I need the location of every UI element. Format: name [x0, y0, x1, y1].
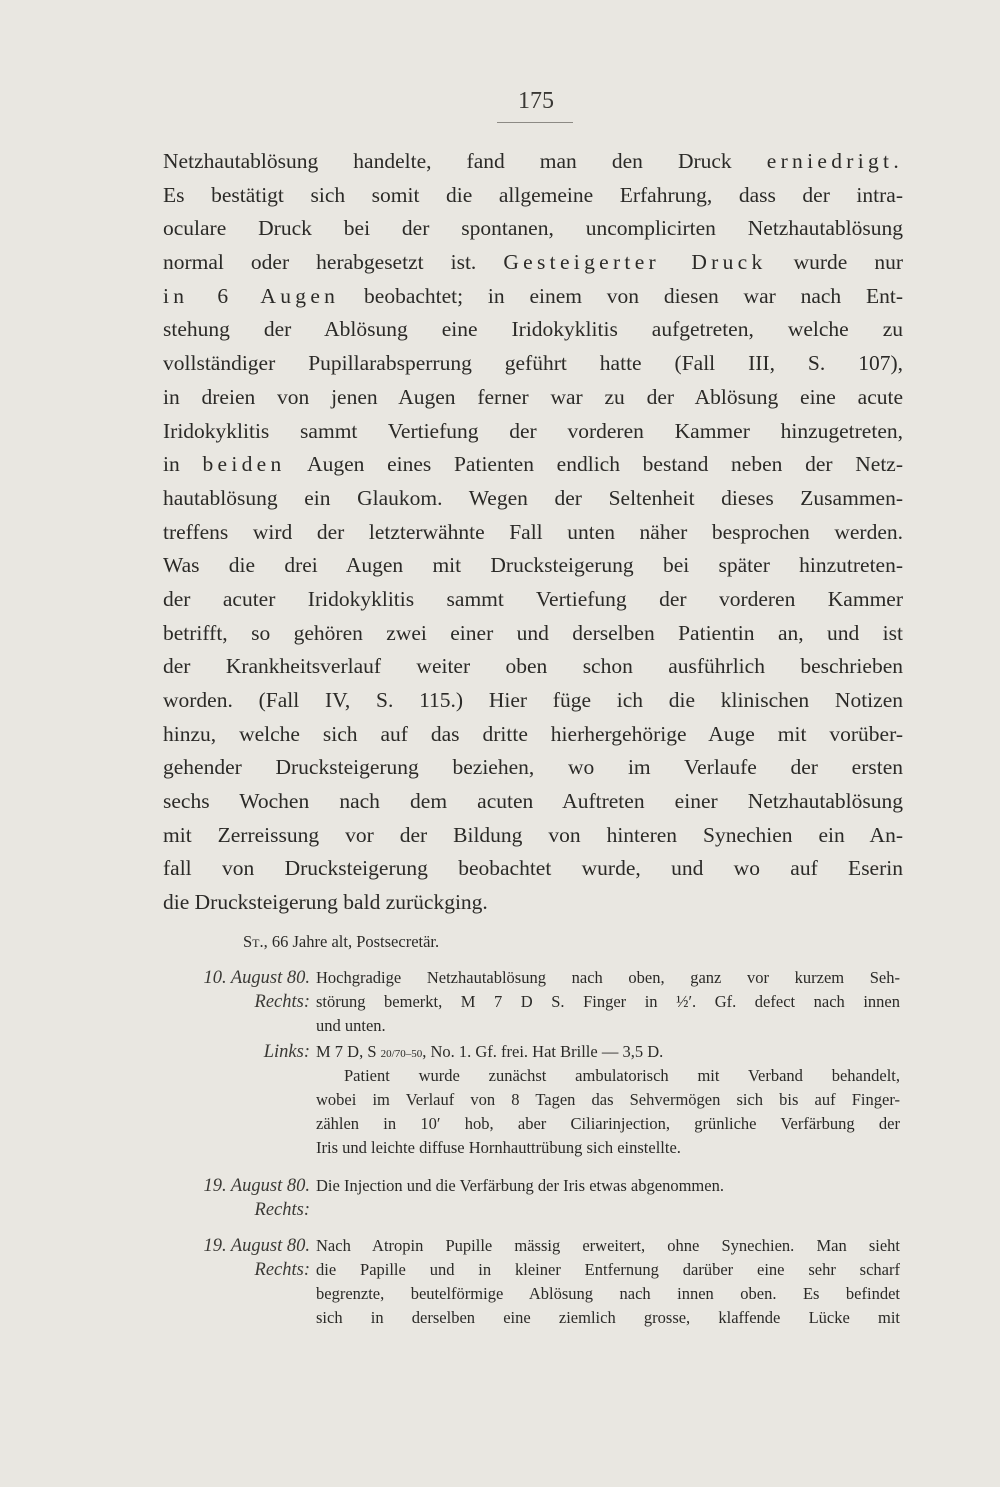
- text-line: oculare Druck bei der spontanen, uncomplicirten Netzhautablösung: [163, 216, 903, 241]
- text-line: hautablösung ein Glaukom. Wegen der Seltenheit dieses Zusammen-: [163, 485, 903, 510]
- entry-label: [160, 1040, 316, 1160]
- text-line: der acuter Iridokyklitis sammt Vertiefung der vorderen Kammer: [163, 586, 903, 611]
- text-line: Iridokyklitis sammt Vertiefung der vorderen Kammer hinzugetreten,: [163, 418, 903, 443]
- case-caption: St., 66 Jahre alt, Postsecretär.: [243, 932, 440, 951]
- clinical-notes: [160, 966, 900, 1330]
- entry-label: [160, 1174, 316, 1222]
- visual-acuity-fraction: 20/70–50: [380, 1048, 423, 1060]
- note-line: Nach Atropin Pupille mässig erweitert, ohne Synechien. Man sieht: [316, 1236, 900, 1255]
- note-entry: [160, 1174, 900, 1222]
- entry-label: [160, 1234, 316, 1330]
- text-line: in beiden Augen eines Patienten endlich bestand neben der Netz-: [163, 452, 903, 477]
- text-line: Es bestätigt sich somit die allgemeine Erfahrung, dass der intra-: [163, 182, 903, 207]
- note-line: Iris und leichte diffuse Hornhauttrübung sich einstellte.: [316, 1138, 681, 1157]
- entry-side: Rechts:: [254, 1200, 310, 1220]
- entry-body: [316, 966, 900, 1038]
- note-entry: [160, 1040, 900, 1160]
- text-line: hinzu, welche sich auf das dritte hierhergehörige Auge mit vorüber-: [163, 721, 903, 746]
- note-line: Patient wurde zunächst ambulatorisch mit Verband behandelt,: [344, 1066, 900, 1085]
- entry-body: [316, 1234, 900, 1330]
- note-line: wobei im Verlauf von 8 Tagen das Sehvermögen sich bis auf Finger-: [316, 1090, 900, 1109]
- text-line: worden. (Fall IV, S. 115.) Hier füge ich die klinischen Notizen: [163, 688, 903, 712]
- entry-body: [316, 1174, 900, 1222]
- text-line: stehung der Ablösung eine Iridokyklitis aufgetreten, welche zu: [163, 317, 903, 342]
- entry-side: Rechts:: [254, 1260, 310, 1280]
- note-line: störung bemerkt, M 7 D S. Finger in ½′. Gf. defect nach innen: [316, 992, 900, 1011]
- entry-label: [160, 966, 316, 1038]
- note-line: und unten.: [316, 1016, 386, 1035]
- note-line: Die Injection und die Verfärbung der Iris etwas abgenommen.: [316, 1176, 724, 1195]
- note-line: sich in derselben eine ziemlich grosse, klaffende Lücke mit: [316, 1308, 900, 1327]
- page-number: 175: [518, 88, 554, 114]
- text-line: betrifft, so gehören zwei einer und derselben Patientin an, und ist: [163, 620, 903, 645]
- text-line: in 6 Augen beobachtet; in einem von diesen war nach Ent-: [163, 283, 903, 308]
- note-line: die Papille und in kleiner Entfernung darüber eine sehr scharf: [316, 1260, 900, 1279]
- text-line: Netzhautablösung handelte, fand man den Druck erniedrigt.: [163, 149, 903, 173]
- text-line: mit Zerreissung vor der Bildung von hinteren Synechien ein An-: [163, 822, 903, 847]
- text-line: der Krankheitsverlauf weiter oben schon ausführlich beschrieben: [163, 654, 903, 679]
- entry-side: Links:: [263, 1042, 310, 1062]
- text-line: Was die drei Augen mit Drucksteigerung bei später hinzutreten-: [163, 553, 903, 578]
- entry-date: 10. August 80.: [203, 968, 310, 988]
- note-line: zählen in 10′ hob, aber Ciliarinjection, grünliche Verfärbung der: [316, 1114, 900, 1133]
- entry-date: 19. August 80.: [203, 1176, 310, 1196]
- note-entry: [160, 1234, 900, 1330]
- page-number-rule: [497, 122, 573, 123]
- entry-body: [316, 1040, 900, 1160]
- text-line: fall von Drucksteigerung beobachtet wurde, und wo auf Eserin: [163, 856, 903, 881]
- text-line: in dreien von jenen Augen ferner war zu der Ablösung eine acute: [163, 384, 903, 409]
- note-line: begrenzte, beutelförmige Ablösung nach innen oben. Es befindet: [316, 1284, 900, 1303]
- entry-side: Rechts:: [254, 992, 310, 1012]
- text-line: gehender Drucksteigerung beziehen, wo im Verlaufe der ersten: [163, 755, 903, 780]
- text-line: normal oder herabgesetzt ist. Gesteigerter Druck wurde nur: [163, 250, 904, 275]
- note-line: M 7 D, S 20/70–50, No. 1. Gf. frei. Hat Brille — 3,5 D.: [316, 1042, 664, 1061]
- text-line: sechs Wochen nach dem acuten Auftreten einer Netzhautablösung: [163, 789, 903, 814]
- text-line: treffens wird der letzterwähnte Fall unten näher besprochen werden.: [163, 519, 903, 544]
- note-line: Hochgradige Netzhautablösung nach oben, ganz vor kurzem Seh-: [316, 968, 900, 987]
- note-entry: [160, 966, 900, 1038]
- text-line: die Drucksteigerung bald zurückging.: [163, 890, 488, 915]
- text-line: vollständiger Pupillarabsperrung geführt hatte (Fall III, S. 107),: [163, 351, 903, 376]
- main-paragraph: [163, 145, 903, 920]
- entry-date: 19. August 80.: [203, 1236, 310, 1256]
